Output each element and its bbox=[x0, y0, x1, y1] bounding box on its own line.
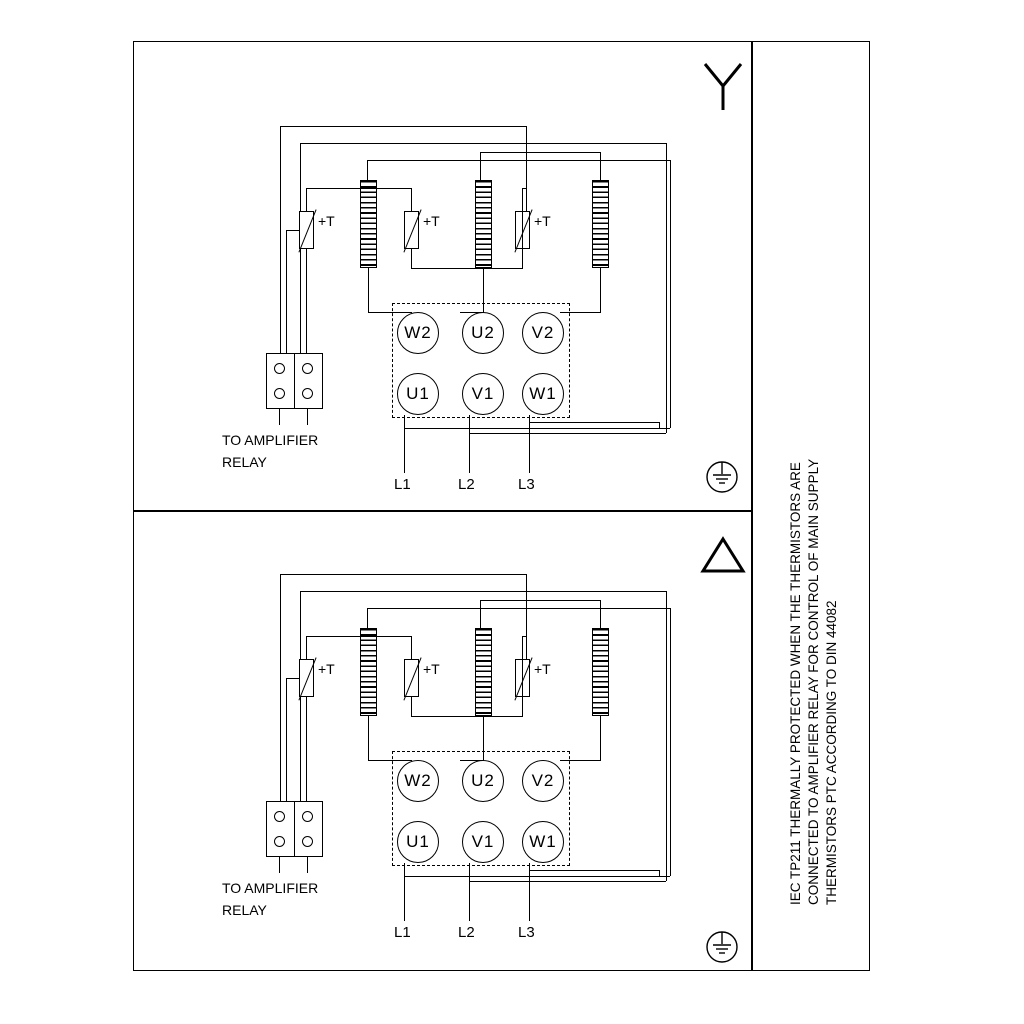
thermistor-label: +T bbox=[318, 213, 335, 229]
wire bbox=[522, 636, 526, 637]
winding-coil bbox=[592, 628, 609, 716]
wire bbox=[411, 249, 412, 269]
wire bbox=[280, 574, 527, 575]
wire bbox=[404, 428, 670, 429]
wire bbox=[404, 415, 405, 473]
thermistor-ptc bbox=[299, 211, 314, 249]
wire bbox=[666, 143, 667, 433]
wire bbox=[279, 409, 280, 425]
terminal-V1[interactable]: V1 bbox=[462, 373, 504, 415]
connector-pin bbox=[274, 836, 285, 847]
wire bbox=[404, 876, 670, 877]
phase-L1: L1 bbox=[394, 476, 411, 493]
wye-star-icon bbox=[697, 60, 749, 112]
wire bbox=[286, 230, 287, 363]
wire bbox=[480, 600, 600, 601]
connector-pin bbox=[274, 811, 285, 822]
wire bbox=[306, 697, 307, 811]
connector-pin bbox=[302, 363, 313, 374]
note-line-2: CONNECTED TO AMPLIFIER RELAY FOR CONTROL OF MAIN SUPPLY bbox=[806, 458, 821, 905]
winding-coil bbox=[360, 180, 377, 268]
wire bbox=[522, 211, 523, 269]
earth-ground-icon bbox=[700, 460, 744, 494]
winding-coil bbox=[360, 628, 377, 716]
wire bbox=[469, 863, 470, 921]
note-line-3: THERMISTORS PTC ACCORDING TO DIN 44082 bbox=[824, 600, 839, 905]
terminal-W2[interactable]: W2 bbox=[397, 312, 439, 354]
phase-L2: L2 bbox=[458, 476, 475, 493]
wire bbox=[411, 697, 412, 717]
wire bbox=[279, 857, 280, 873]
wire bbox=[306, 188, 307, 212]
wire bbox=[306, 188, 412, 189]
wire bbox=[659, 422, 660, 428]
thermistor-label: +T bbox=[318, 661, 335, 677]
connector-pin bbox=[274, 388, 285, 399]
wire bbox=[300, 143, 667, 144]
wire bbox=[659, 870, 660, 876]
winding-coil bbox=[592, 180, 609, 268]
wire bbox=[522, 636, 523, 660]
wire bbox=[529, 870, 659, 871]
thermistor-ptc bbox=[404, 659, 419, 697]
note-line-1: IEC TP211 THERMALLY PROTECTED WHEN THE THERMISTORS ARE bbox=[788, 462, 803, 905]
wire bbox=[280, 126, 527, 127]
wire bbox=[411, 636, 412, 660]
wire bbox=[367, 608, 671, 609]
wire bbox=[286, 230, 300, 231]
wire bbox=[368, 268, 369, 313]
wire bbox=[307, 857, 308, 873]
wire bbox=[469, 433, 666, 434]
winding-coil bbox=[475, 180, 492, 268]
connector-label-line1: TO AMPLIFIER bbox=[222, 432, 319, 448]
phase-L3: L3 bbox=[518, 476, 535, 493]
wire bbox=[469, 415, 470, 473]
terminal-W1[interactable]: W1 bbox=[522, 821, 564, 863]
phase-L1: L1 bbox=[394, 924, 411, 941]
wire bbox=[526, 126, 527, 220]
wire bbox=[367, 160, 671, 161]
thermistor-ptc bbox=[299, 659, 314, 697]
connector-pin bbox=[274, 363, 285, 374]
wire bbox=[411, 268, 523, 269]
connector-pin bbox=[302, 811, 313, 822]
wire bbox=[280, 574, 281, 804]
terminal-V2[interactable]: V2 bbox=[522, 312, 564, 354]
connector-label-line1: TO AMPLIFIER bbox=[222, 880, 319, 896]
terminal-W1[interactable]: W1 bbox=[522, 373, 564, 415]
thermistor-label: +T bbox=[423, 661, 440, 677]
terminal-U2[interactable]: U2 bbox=[462, 312, 504, 354]
wire bbox=[600, 716, 601, 761]
connector-label-line2: RELAY bbox=[222, 454, 267, 470]
wire bbox=[307, 409, 308, 425]
terminal-U1[interactable]: U1 bbox=[397, 373, 439, 415]
connector-label-line2: RELAY bbox=[222, 902, 267, 918]
wire bbox=[529, 415, 530, 473]
wire bbox=[368, 716, 369, 761]
wire bbox=[522, 188, 526, 189]
terminal-V2[interactable]: V2 bbox=[522, 760, 564, 802]
earth-ground-icon bbox=[700, 930, 744, 964]
delta-triangle-icon bbox=[697, 533, 749, 575]
wire bbox=[306, 249, 307, 363]
wire bbox=[600, 268, 601, 313]
wire bbox=[286, 678, 300, 679]
wire bbox=[666, 591, 667, 881]
terminal-V1[interactable]: V1 bbox=[462, 821, 504, 863]
winding-coil bbox=[475, 628, 492, 716]
wire bbox=[480, 152, 600, 153]
wire bbox=[670, 608, 671, 876]
thermistor-label: +T bbox=[423, 213, 440, 229]
connector-pin bbox=[302, 836, 313, 847]
terminal-W2[interactable]: W2 bbox=[397, 760, 439, 802]
thermistor-label: +T bbox=[534, 213, 551, 229]
wire bbox=[529, 863, 530, 921]
phase-L2: L2 bbox=[458, 924, 475, 941]
terminal-U1[interactable]: U1 bbox=[397, 821, 439, 863]
connector-divider bbox=[294, 801, 295, 857]
wire bbox=[286, 678, 287, 811]
thermistor-label: +T bbox=[534, 661, 551, 677]
wire bbox=[300, 591, 667, 592]
wire bbox=[670, 160, 671, 428]
connector-pin bbox=[302, 388, 313, 399]
wire bbox=[280, 126, 281, 356]
wire bbox=[526, 574, 527, 668]
terminal-U2[interactable]: U2 bbox=[462, 760, 504, 802]
wire bbox=[411, 716, 523, 717]
thermistor-ptc bbox=[404, 211, 419, 249]
connector-divider bbox=[294, 353, 295, 409]
wire bbox=[306, 636, 412, 637]
wire bbox=[522, 188, 523, 212]
wire bbox=[529, 422, 659, 423]
wire bbox=[404, 863, 405, 921]
wire bbox=[306, 636, 307, 660]
wire bbox=[411, 188, 412, 212]
wire bbox=[522, 659, 523, 717]
phase-L3: L3 bbox=[518, 924, 535, 941]
wire bbox=[469, 881, 666, 882]
